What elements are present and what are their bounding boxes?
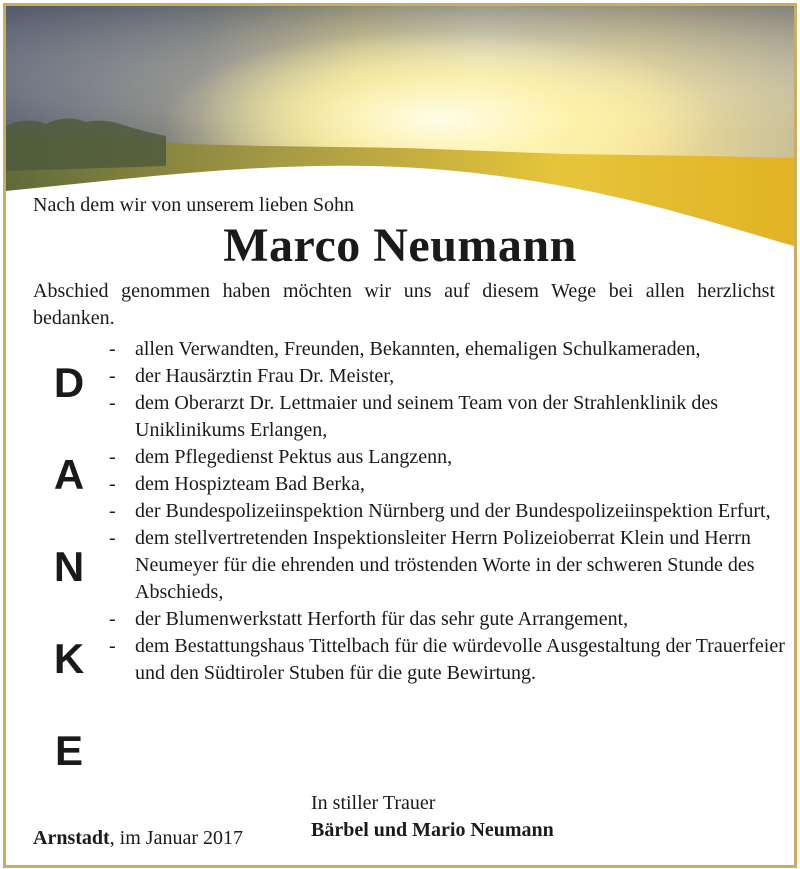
- thanks-paragraph: Abschied genommen haben möchten wir uns auf diesem Wege bei allen herzlichst bedanken.: [33, 280, 775, 329]
- list-item: - dem Bestattungshaus Tittelbach für die würdevolle Ausgestaltung der Trauerfeier und den Südtiroler Stuben für die gute Bewirtung.: [106, 633, 786, 687]
- list-item: - der Bundespolizeiinspektion Nürnberg und der Bundespolizeiinspektion Erfurt,: [106, 498, 786, 525]
- danke-letter: K: [53, 635, 85, 682]
- place-city: Arnstadt: [33, 827, 110, 849]
- danke-letter: N: [53, 543, 85, 590]
- place-and-date: [33, 827, 243, 850]
- date-text: , im Januar 2017: [109, 827, 243, 849]
- list-item: - dem Pflegedienst Pektus aus Langzenn,: [106, 444, 786, 471]
- list-item: - der Blumenwerkstatt Herforth für das sehr gute Arrangement,: [106, 606, 786, 633]
- danke-letter: E: [54, 727, 83, 774]
- danke-vertical-text: [36, 356, 102, 816]
- mourner-names: Bärbel und Mario Neumann: [311, 819, 554, 841]
- list-item: - dem Hospizteam Bad Berka,: [106, 471, 786, 498]
- danke-letter: D: [53, 359, 85, 406]
- list-item: - allen Verwandten, Freunden, Bekannten, ehemaligen Schulkameraden,: [106, 336, 786, 363]
- obituary-frame: [3, 3, 797, 868]
- closing-line: In stiller Trauer: [311, 792, 436, 814]
- intro-text: Nach dem wir von unserem lieben Sohn: [33, 194, 355, 216]
- danke-letter: A: [53, 451, 85, 498]
- closing-block: [311, 790, 554, 844]
- list-item: - dem Oberarzt Dr. Lettmaier und seinem Team von der Strahlenklinik des Uniklinikums Erlangen,: [106, 390, 786, 444]
- thanks-list: [106, 336, 786, 687]
- list-item: - der Hausärztin Frau Dr. Meister,: [106, 363, 786, 390]
- list-item: - dem stellvertretenden Inspektionsleiter Herrn Polizeioberrat Klein und Herrn Neumeyer für die ehrenden und tröstenden Worte in der schweren Stunde des Abschieds,: [106, 525, 786, 606]
- deceased-name: Marco Neumann: [223, 219, 577, 272]
